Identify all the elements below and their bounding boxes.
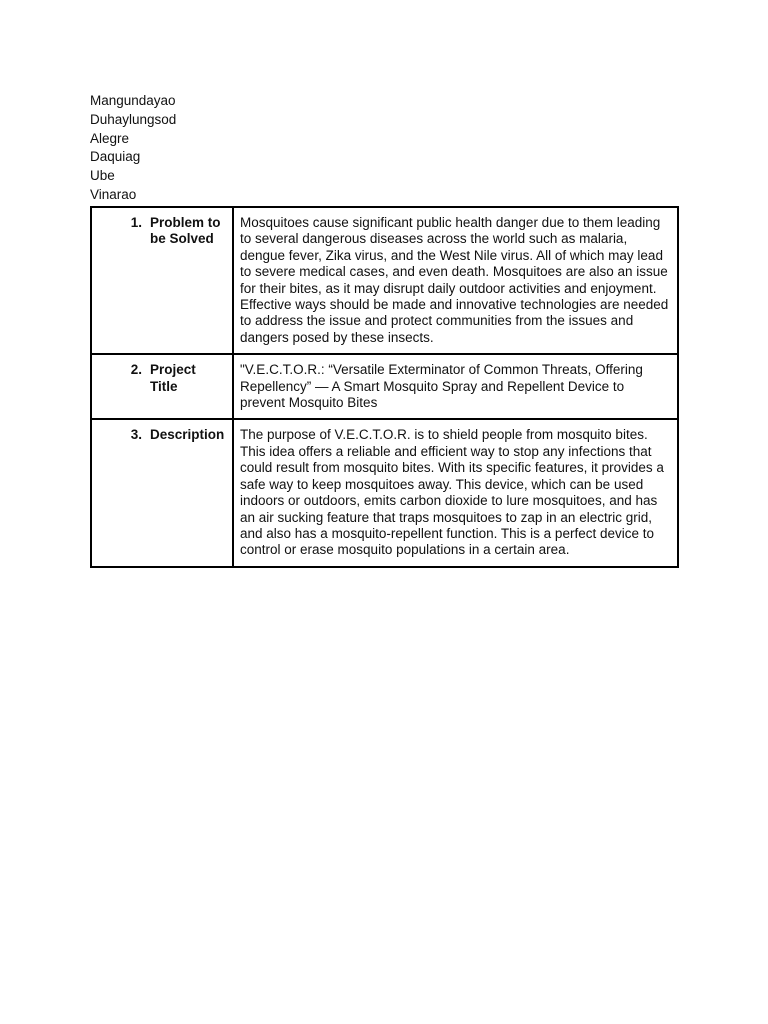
table-row <box>91 419 678 566</box>
row-number: 3. <box>130 427 142 443</box>
author-name: Ube <box>90 168 115 184</box>
author-name: Alegre <box>90 130 130 146</box>
author-name: Mangundayao <box>90 93 176 108</box>
row-number: 2. <box>130 362 142 378</box>
table-row <box>91 354 678 419</box>
row-content: Mosquitoes cause significant public health danger due to them leading to several dangerous diseases across the world such as malaria, dengue fever, Zika virus, and the West Nile virus. All of which may lead to severe medical cases, and even death. Mosquitoes are also an issue for their bites, as it may disrupt daily outdoor activities and enjoyment. Effective ways should be made and innovative technologies are needed to address the issue and protect communities from the issues and dangers posed by these insects. <box>233 207 678 354</box>
author-list <box>90 92 176 205</box>
row-content: "V.E.C.T.O.R.: “Versatile Exterminator of Common Threats, Offering Repellency” — A Smart Mosquito Spray and Repellent Device to prevent Mosquito Bites <box>233 354 678 419</box>
author-name: Duhaylungsod <box>90 111 177 127</box>
table-row <box>91 207 678 354</box>
row-label: Problem to be Solved <box>150 215 221 247</box>
row-label-cell <box>91 354 233 419</box>
row-label-cell <box>91 419 233 566</box>
author-name: Daquiag <box>90 149 141 165</box>
row-label: Project Title <box>150 362 196 394</box>
author-name: Vinarao <box>90 186 137 202</box>
row-number: 1. <box>130 215 142 230</box>
row-label-cell <box>91 207 233 354</box>
row-content: The purpose of V.E.C.T.O.R. is to shield people from mosquito bites. This idea offers a reliable and efficient way to stop any infections that could result from mosquito bites. With its specific features, it provides a safe way to keep mosquitoes away. This device, which can be used indoors or outdoors, emits carbon dioxide to lure mosquitoes, and has an air sucking feature that traps mosquitoes to zap in an electric grid, and also has a mosquito-repellent function. This is a perfect device to control or erase mosquito populations in a certain area. <box>233 419 678 566</box>
proposal-table <box>90 206 679 568</box>
row-label: Description <box>150 427 225 443</box>
